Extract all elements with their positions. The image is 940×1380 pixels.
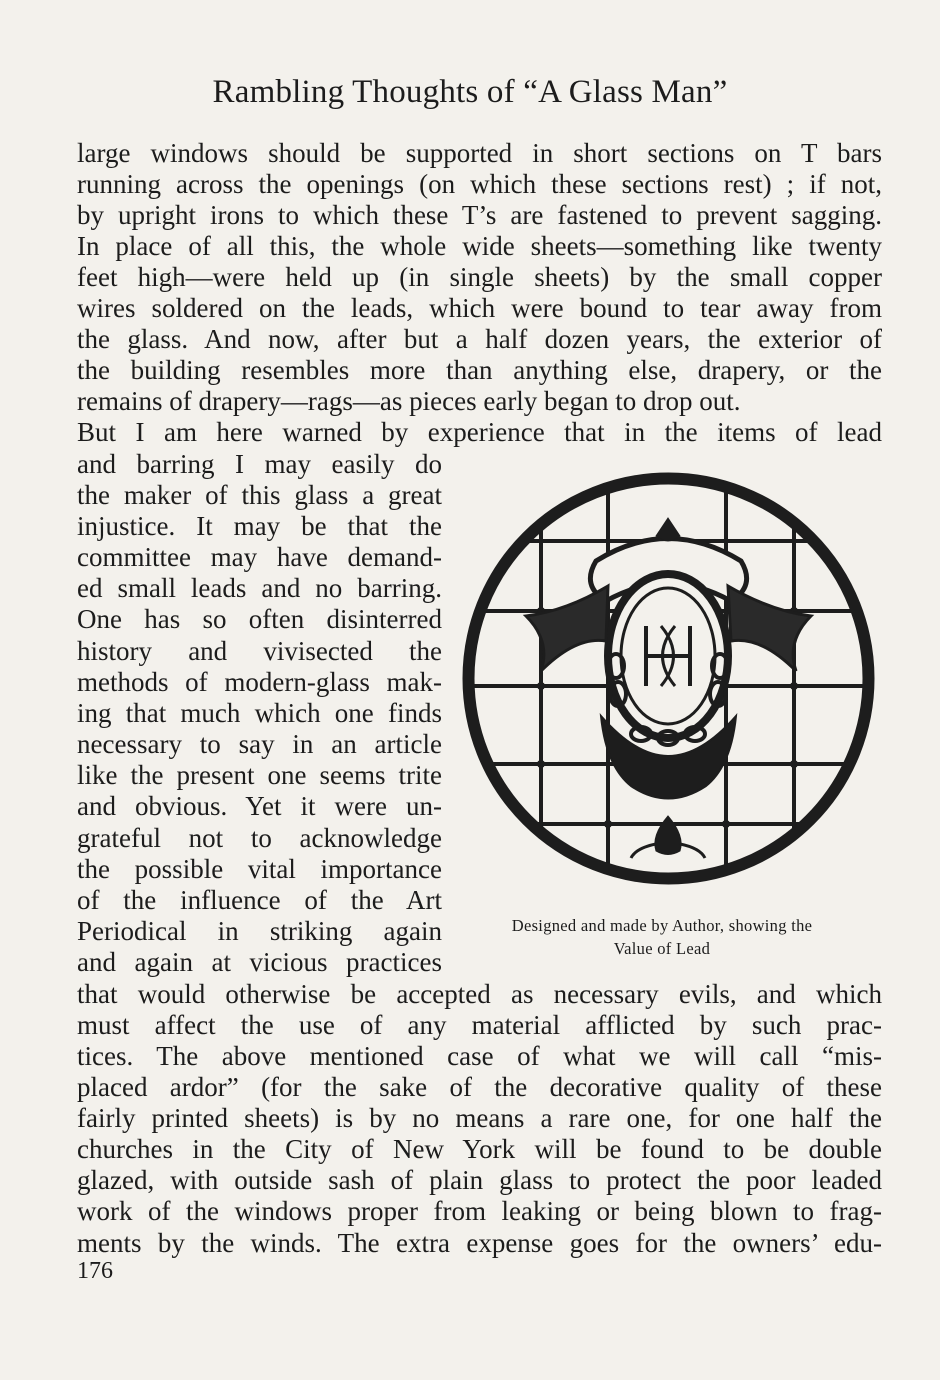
text-line: In place of all this, the whole wide sheets—something like twenty	[77, 231, 882, 261]
caption-line: Value of Lead	[613, 939, 711, 958]
text-line: One has so often disinterred	[77, 604, 442, 634]
text-line: Periodical in striking again	[77, 916, 442, 946]
text-line: like the present one seems trite	[77, 760, 442, 790]
text-line: the possible vital importance	[77, 854, 442, 884]
running-title: Rambling Thoughts of “A Glass Man”	[212, 74, 728, 110]
text-line: But I am here warned by experience that in the items of lead	[77, 417, 882, 447]
text-line: must affect the use of any material afflicted by such prac-	[77, 1010, 882, 1040]
text-line: and obvious. Yet it were un-	[77, 791, 442, 821]
text-line: grateful not to acknowledge	[77, 823, 442, 853]
text-line: churches in the City of New York will be found to be double	[77, 1134, 882, 1164]
text-line: running across the openings (on which these sections rest) ; if not,	[77, 169, 882, 199]
text-line: glazed, with outside sash of plain glass to protect the poor leaded	[77, 1165, 882, 1195]
text-line: the glass. And now, after but a half dozen years, the exterior of	[77, 324, 882, 354]
text-line: work of the windows proper from leaking or being blown to frag-	[77, 1196, 882, 1226]
text-line: of the influence of the Art	[77, 885, 442, 915]
page-number: 176	[77, 1258, 113, 1284]
leaded-glass-window-illustration	[456, 466, 881, 891]
text-line: ments by the winds. The extra expense goes for the owners’ edu-	[77, 1228, 882, 1258]
text-line: placed ardor” (for the sake of the decorative quality of these	[77, 1072, 882, 1102]
text-line: the building resembles more than anything else, drapery, or the	[77, 355, 882, 385]
text-line: remains of drapery—rags—as pieces early began to drop out.	[77, 386, 741, 416]
text-line: large windows should be supported in short sections on T bars	[77, 138, 882, 168]
text-line: and again at vicious practices	[77, 947, 442, 977]
text-line: necessary to say in an article	[77, 729, 442, 759]
text-line: ing that much which one finds	[77, 698, 442, 728]
text-line: committee may have demand-	[77, 542, 442, 572]
text-line: ed small leads and no barring.	[77, 573, 442, 603]
text-line: that would otherwise be accepted as necessary evils, and which	[77, 979, 882, 1009]
text-line: methods of modern-glass mak-	[77, 667, 442, 697]
text-line: wires soldered on the leads, which were bound to tear away from	[77, 293, 882, 323]
text-line: tices. The above mentioned case of what we will call “mis-	[77, 1041, 882, 1071]
caption-line: Designed and made by Author, showing the	[511, 916, 813, 935]
text-line: the maker of this glass a great	[77, 480, 442, 510]
text-line: and barring I may easily do	[77, 449, 442, 479]
figure-caption	[462, 914, 862, 960]
text-line: by upright irons to which these T’s are fastened to prevent sagging.	[77, 200, 882, 230]
text-line: injustice. It may be that the	[77, 511, 442, 541]
text-line: history and vivisected the	[77, 636, 442, 666]
text-line: feet high—were held up (in single sheets) by the small copper	[77, 262, 882, 292]
text-line: fairly printed sheets) is by no means a rare one, for one half the	[77, 1103, 882, 1133]
